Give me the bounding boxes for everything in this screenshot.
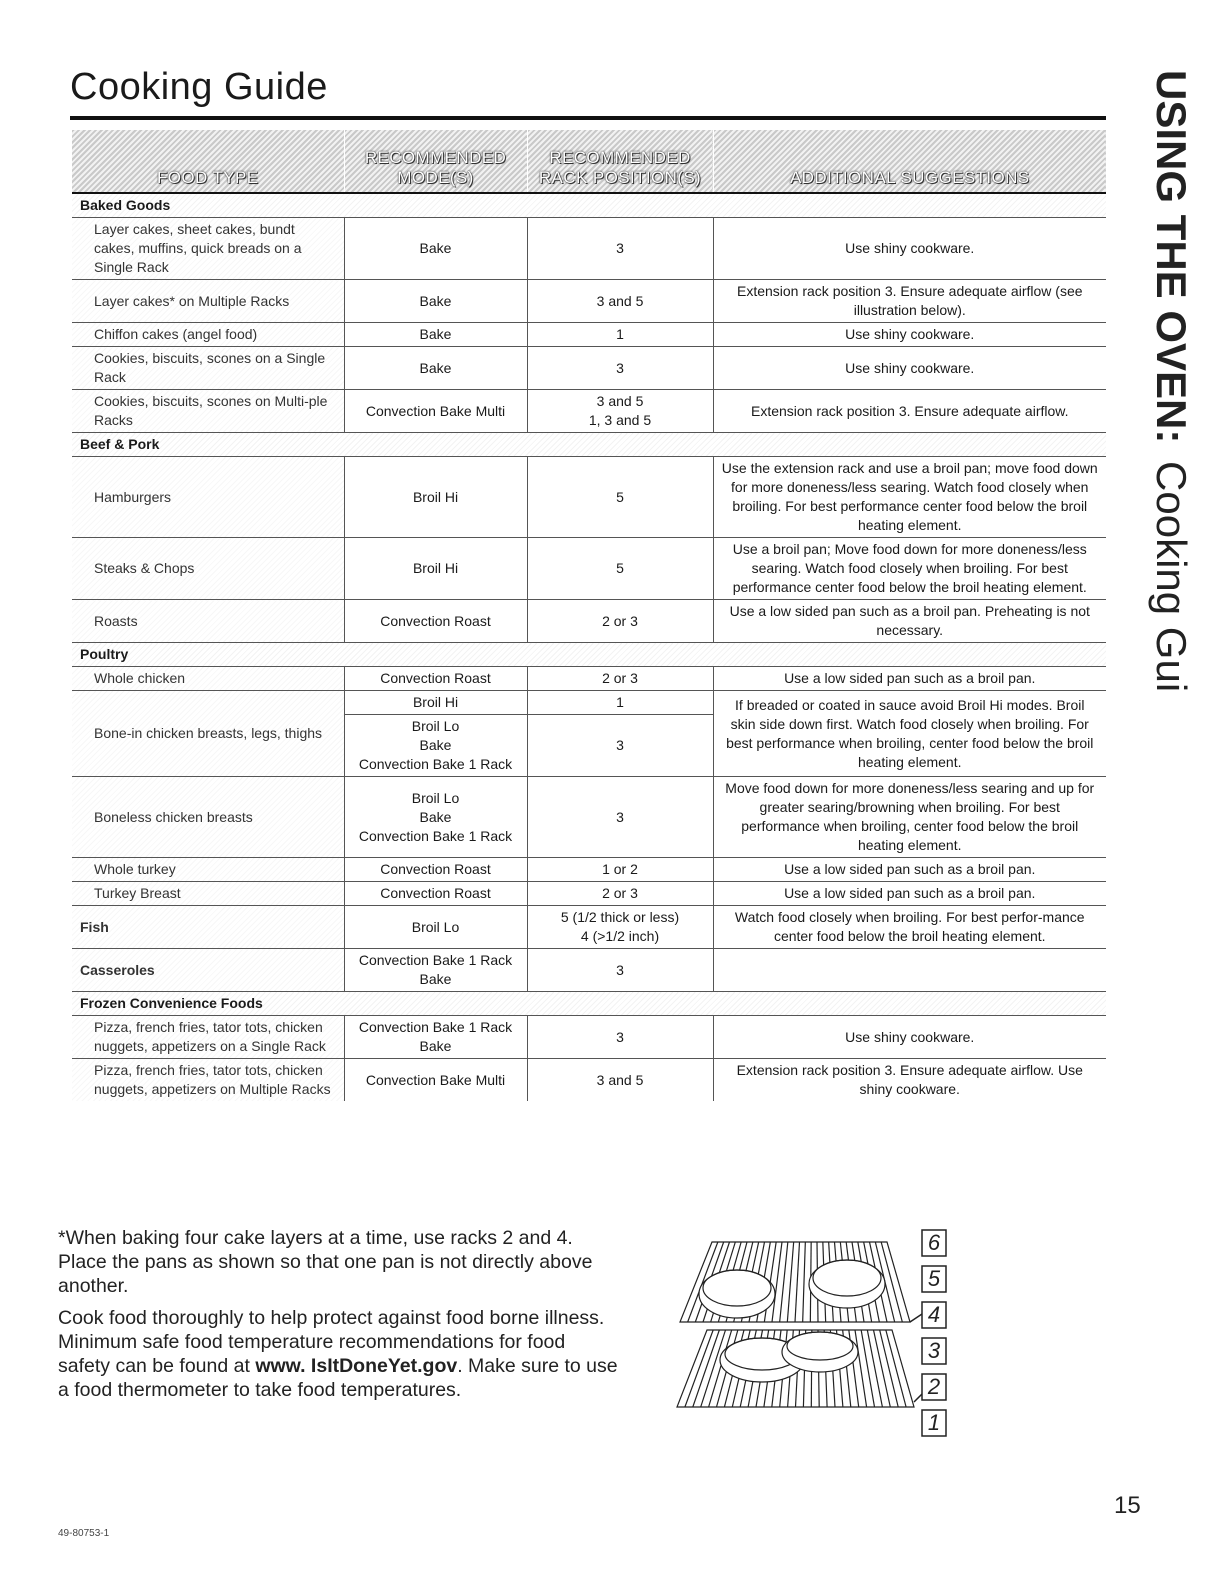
table-row [72,949,1106,992]
food-type-cell: Layer cakes* on Multiple Racks [72,280,344,323]
mode-cell: Convection Bake 1 Rack Bake [344,949,527,992]
title-rule [70,116,1106,120]
mode-cell: Bake [344,323,527,347]
suggestion-cell: Move food down for more doneness/less searing and up for greater searing/browning when broiling. For best performance when broiling, center food below the broil heating element. [713,777,1106,858]
suggestion-cell: Use a low sided pan such as a broil pan. [713,882,1106,906]
page-number: 15 [1114,1492,1141,1519]
cooking-guide-table [72,130,1106,1101]
table-row [72,218,1106,280]
rack-position-label: 4 [927,1302,941,1327]
rack-position-label: 5 [927,1266,941,1291]
rack-cell: 5 (1/2 thick or less) 4 (>1/2 inch) [527,906,713,949]
table-body [72,193,1106,1101]
table-row [72,858,1106,882]
rack-cell: 3 [527,777,713,858]
mode-cell: Broil Lo Bake Convection Bake 1 Rack [344,715,527,777]
rack-position-label: 2 [927,1374,941,1399]
rack-cell: 3 and 5 [527,1059,713,1102]
food-type-cell: Pizza, french fries, tator tots, chicken nuggets, appetizers on a Single Rack [72,1016,344,1059]
mode-cell: Broil Hi [344,457,527,538]
food-type-cell: Roasts [72,600,344,643]
table-row [72,667,1106,691]
mode-cell: Bake [344,347,527,390]
category-row [72,433,1106,457]
section-side-tab [1135,70,1215,690]
mode-cell: Broil Hi [344,691,527,715]
table-row [72,906,1106,949]
food-type-cell: Turkey Breast [72,882,344,906]
header-suggestions: ADDITIONAL SUGGESTIONS [713,130,1106,193]
svg-text:USING THE OVEN: Cooking [1148,70,1195,690]
rack-cell: 3 and 5 1, 3 and 5 [527,390,713,433]
suggestion-cell: Use the extension rack and use a broil pan; move food down for more doneness/less searing. Watch food closely when broiling. For best performance center food below the broil heating element. [713,457,1106,538]
side-tab-text [1135,70,1215,690]
rack-cell: 2 or 3 [527,667,713,691]
rack-cell: 5 [527,538,713,600]
mode-cell: Broil Hi [344,538,527,600]
food-type-cell: Pizza, french fries, tator tots, chicken nuggets, appetizers on Multiple Racks [72,1059,344,1102]
food-safety-tail: . Make sure to use a food thermometer to take food temperatures. [58,1355,618,1401]
rack-cell: 1 [527,323,713,347]
food-type-cell: Cookies, biscuits, scones on Multi-ple Racks [72,390,344,433]
rack-cell: 2 or 3 [527,882,713,906]
food-type-cell: Hamburgers [72,457,344,538]
table-row [72,691,1106,715]
suggestion-cell: Use a low sided pan such as a broil pan. [713,667,1106,691]
table-row [72,280,1106,323]
table-header [72,130,1106,193]
category-row [72,193,1106,218]
suggestion-cell: Extension rack position 3. Ensure adequate airflow (see illustration below). [713,280,1106,323]
mode-cell: Broil Lo [344,906,527,949]
table-row [72,1059,1106,1102]
suggestion-cell: Use shiny cookware. [713,323,1106,347]
rack-position-label: 1 [927,1410,941,1435]
food-type-cell: Layer cakes, sheet cakes, bundt cakes, muffins, quick breads on a Single Rack [72,218,344,280]
rack-cell: 3 [527,347,713,390]
header-rack: RECOMMENDED RACK POSITION(S) [527,130,713,193]
suggestion-cell: Use shiny cookware. [713,218,1106,280]
mode-cell: Convection Bake Multi [344,390,527,433]
rack-cell: 3 [527,715,713,777]
food-type-cell: Bone-in chicken breasts, legs, thighs [72,691,344,777]
food-type-cell: Cookies, biscuits, scones on a Single Rack [72,347,344,390]
rack-cell: 5 [527,457,713,538]
food-type-cell: Whole chicken [72,667,344,691]
food-safety-note [58,1306,618,1402]
rack-bar [693,1330,720,1407]
rack-cell: 1 [527,691,713,715]
food-type-cell: Chiffon cakes (angel food) [72,323,344,347]
lower-rack [677,1330,914,1407]
food-type-cell: Boneless chicken breasts [72,777,344,858]
suggestion-cell [713,949,1106,992]
category-label: Poultry [72,643,1106,667]
mode-cell: Convection Roast [344,858,527,882]
rack-diagram [672,1222,972,1452]
side-tab-subsection: Cooking Guide [1148,461,1195,690]
table-row [72,1016,1106,1059]
rack-cell: 1 or 2 [527,858,713,882]
table-row [72,390,1106,433]
suggestion-cell: Use shiny cookware. [713,347,1106,390]
mode-cell: Convection Roast [344,667,527,691]
food-safety-text: Cook food thoroughly to help protect against food borne illness. Minimum safe food temperature recommendations for food safety can be found at [58,1307,605,1377]
category-label: Beef & Pork [72,433,1106,457]
rack-bar [685,1330,713,1407]
suggestion-cell: Use a low sided pan such as a broil pan. [713,858,1106,882]
rack-cell: 3 [527,949,713,992]
food-type-cell: Steaks & Chops [72,538,344,600]
mode-cell: Bake [344,218,527,280]
side-tab-section: USING THE OVEN: [1148,70,1195,444]
category-label: Frozen Convenience Foods [72,992,1106,1016]
upper-rack [680,1242,910,1322]
header-mode: RECOMMENDED MODE(S) [344,130,527,193]
table-row [72,777,1106,858]
rack-pointer-2 [914,1394,922,1402]
page-title: Cooking Guide [70,66,328,108]
rack-bar [787,1242,793,1322]
mode-cell: Broil Lo Bake Convection Bake 1 Rack [344,777,527,858]
rack-cell: 2 or 3 [527,600,713,643]
suggestion-cell: Extension rack position 3. Ensure adequate airflow. Use shiny cookware. [713,1059,1106,1102]
mode-cell: Convection Bake 1 Rack Bake [344,1016,527,1059]
table-row [72,882,1106,906]
suggestion-cell: Use shiny cookware. [713,1016,1106,1059]
rack-illustration [672,1222,972,1452]
rack-pointer-4 [910,1314,922,1322]
table-row [72,347,1106,390]
document-code: 49-80753-1 [58,1528,110,1539]
category-label: Baked Goods [72,193,1106,218]
notes [58,1226,618,1410]
suggestion-cell: Use a broil pan; Move food down for more doneness/less searing. Watch food closely when broiling. For best performance center food below the broil heating element. [713,538,1106,600]
table-row [72,600,1106,643]
header-food-type: FOOD TYPE [72,130,344,193]
rack-cell: 3 [527,1016,713,1059]
rack-cell: 3 [527,218,713,280]
suggestion-cell: If breaded or coated in sauce avoid Broil Hi modes. Broil skin side down first. Watch food closely when broiling. For best performance when broiling, center food below the broil heating element. [713,691,1106,777]
suggestion-cell: Watch food closely when broiling. For best perfor-mance center food below the broil heating element. [713,906,1106,949]
suggestion-cell: Use a low sided pan such as a broil pan. Preheating is not necessary. [713,600,1106,643]
food-type-cell: Casseroles [72,949,344,992]
rack-bar [803,1242,806,1322]
food-safety-link[interactable]: www. IsItDoneYet.gov [255,1355,458,1377]
table-row [72,323,1106,347]
rack-position-label: 3 [927,1338,941,1363]
rack-position-label: 6 [927,1230,941,1255]
food-type-cell: Whole turkey [72,858,344,882]
mode-cell: Convection Roast [344,600,527,643]
rack-bar [861,1330,874,1407]
food-type-cell: Fish [72,906,344,949]
rack-bar [795,1242,800,1322]
rack-bar [867,1330,882,1407]
mode-cell: Bake [344,280,527,323]
suggestion-cell: Extension rack position 3. Ensure adequate airflow. [713,390,1106,433]
category-row [72,992,1106,1016]
category-row [72,643,1106,667]
rack-cell: 3 and 5 [527,280,713,323]
mode-cell: Convection Bake Multi [344,1059,527,1102]
rack-bar [701,1330,726,1407]
table-row [72,538,1106,600]
mode-cell: Convection Roast [344,882,527,906]
table-row [72,457,1106,538]
cake-layer-note: *When baking four cake layers at a time, use racks 2 and 4. Place the pans as shown so that one pan is not directly above another. [58,1227,593,1297]
